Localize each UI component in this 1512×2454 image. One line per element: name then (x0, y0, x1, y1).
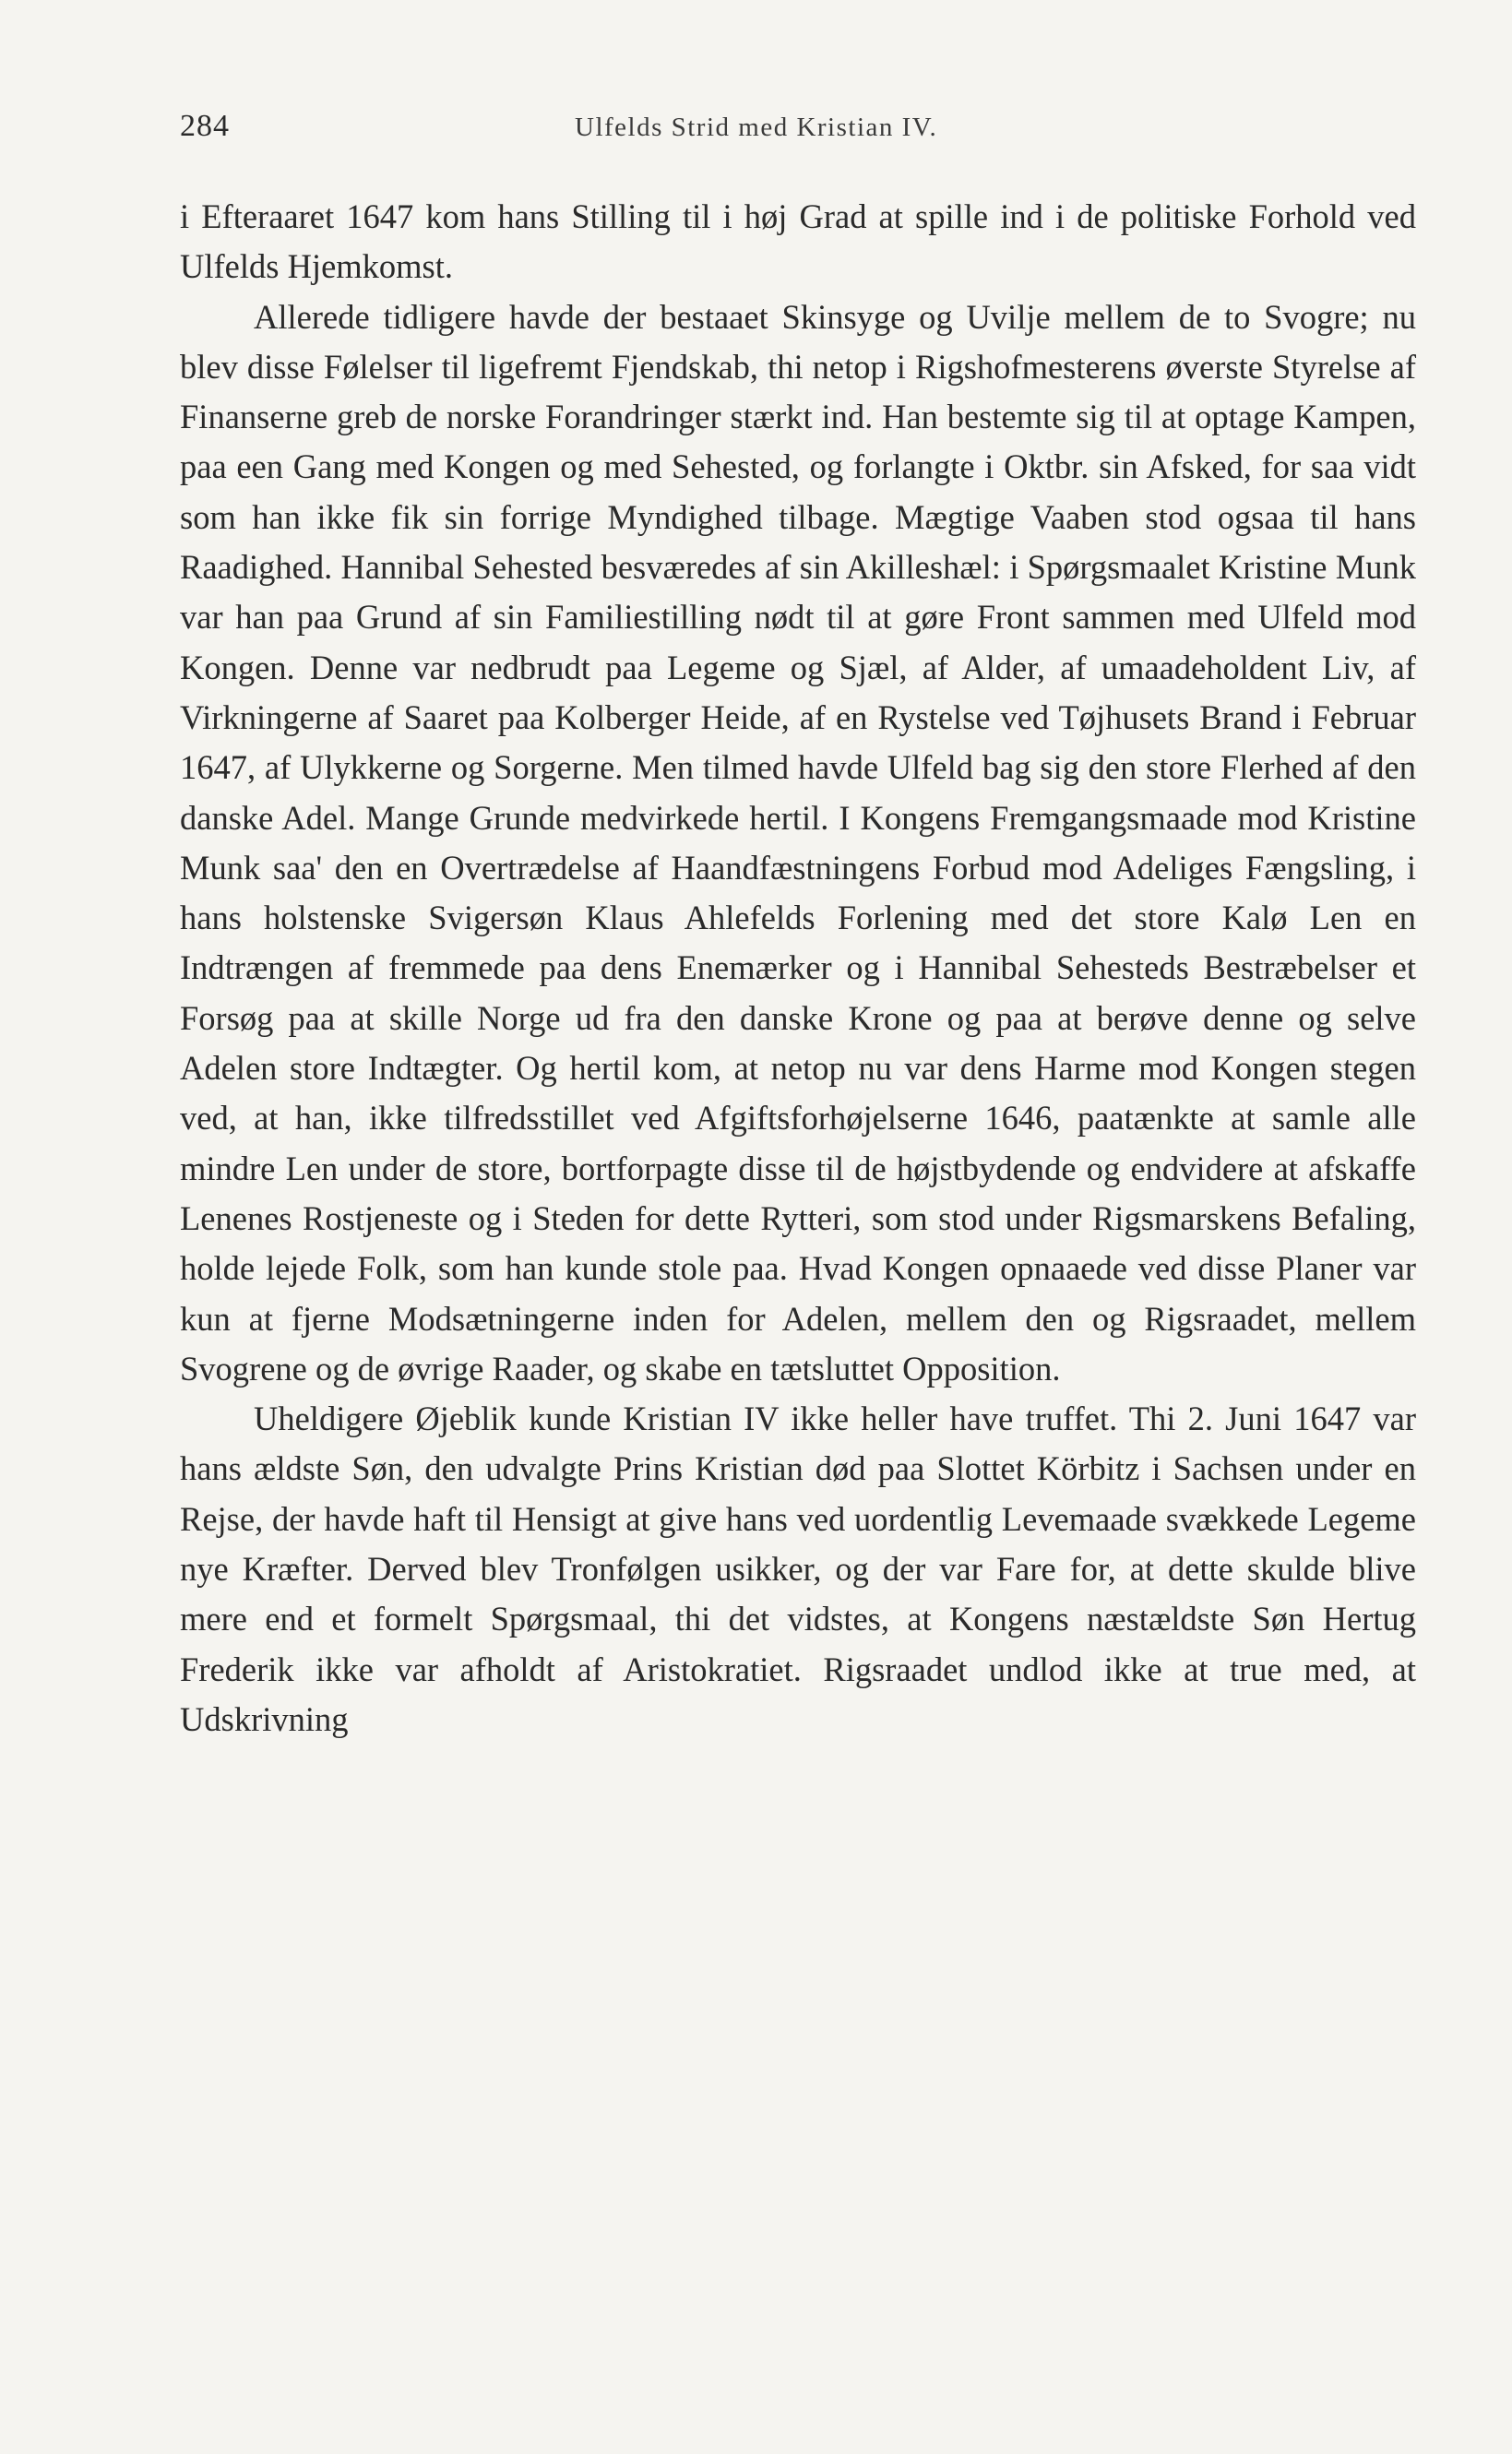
body-text (180, 192, 1416, 1745)
paragraph: Allerede tidligere havde der bestaaet Skinsyge og Uvilje mellem de to Svogre; nu blev disse Følelser til ligefremt Fjendskab, thi netop i Rigshofmesterens øverste Styrelse af Finanserne greb de norske Forandringer stærkt ind. Han bestemte sig til at optage Kampen, paa een Gang med Kongen og med Sehested, og forlangte i Oktbr. sin Afsked, for saa vidt som han ikke fik sin forrige Myndighed tilbage. Mægtige Vaaben stod ogsaa til hans Raadighed. Hannibal Sehested besværedes af sin Akilleshæl: i Spørgsmaalet Kristine Munk var han paa Grund af sin Familiestilling nødt til at gøre Front sammen med Ulfeld mod Kongen. Denne var nedbrudt paa Legeme og Sjæl, af Alder, af umaadeholdent Liv, af Virkningerne af Saaret paa Kolberger Heide, af en Rystelse ved Tøjhusets Brand i Februar 1647, af Ulykkerne og Sorgerne. Men tilmed havde Ulfeld bag sig den store Flerhed af den danske Adel. Mange Grunde medvirkede hertil. I Kongens Fremgangsmaade mod Kristine Munk saa' den en Overtrædelse af Haandfæstningens Forbud mod Adeliges Fængsling, i hans holstenske Svigersøn Klaus Ahlefelds Forlening med det store Kalø Len en Indtrængen af fremmede paa dens Enemærker og i Hannibal Sehesteds Bestræbelser et Forsøg paa at skille Norge ud fra den danske Krone og paa at berøve denne og selve Adelen store Indtægter. Og hertil kom, at netop nu var dens Harme mod Kongen stegen ved, at han, ikke tilfredsstillet ved Afgiftsforhøjelserne 1646, paatænkte at samle alle mindre Len under de store, bortforpagte disse til de højstbydende og endvidere at afskaffe Lenenes Rostjeneste og i Steden for dette Rytteri, som stod under Rigsmarskens Befaling, holde lejede Folk, som han kunde stole paa. Hvad Kongen opnaaede ved disse Planer var kun at fjerne Modsætningerne inden for Adelen, mellem den og Rigsraadet, mellem Svogrene og de øvrige Raader, og skabe en tætsluttet Opposition. (180, 297, 1416, 1388)
page-number: 284 (180, 109, 230, 143)
running-title: Ulfelds Strid med Kristian IV. (575, 113, 938, 142)
running-head (180, 109, 1416, 155)
paragraph-continuation: i Efteraaret 1647 kom hans Stilling til i høj Grad at spille ind i de politiske Forhold ved Ulfelds Hjemkomst. (180, 197, 1416, 286)
paragraph: Uheldigere Øjeblik kunde Kristian IV ikke heller have truffet. Thi 2. Juni 1647 var hans ældste Søn, den udvalgte Prins Kristian død paa Slottet Körbitz i Sachsen under en Rejse, der havde haft til Hensigt at give hans ved uordentlig Levemaade svækkede Legeme nye Kræfter. Derved blev Tronfølgen usikker, og der var Fare for, at dette skulde blive mere end et formelt Spørgsmaal, thi det vidstes, at Kongens næstældste Søn Hertug Frederik ikke var afholdt af Aristokratiet. Rigsraadet undlod ikke at true med, at Udskrivning (180, 1400, 1416, 1738)
